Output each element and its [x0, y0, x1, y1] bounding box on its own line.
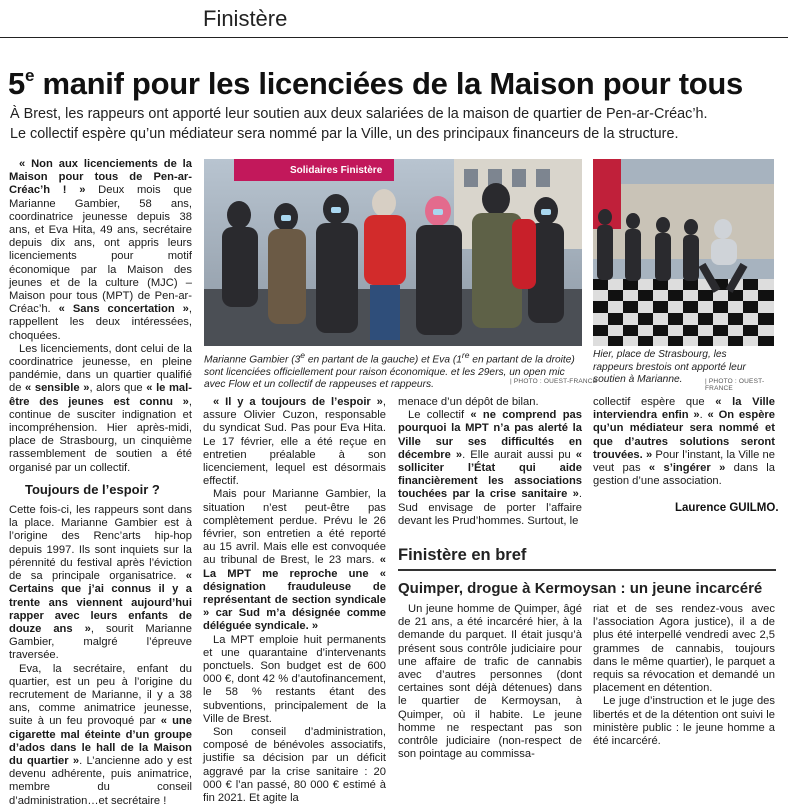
article-column-3	[398, 396, 582, 528]
banner-text: Solidaires Finistère	[290, 165, 383, 176]
side-photo-caption: Hier, place de Strasbourg, les rappeurs brestois ont apporté leur soutien à Marianne.	[593, 349, 746, 385]
text: . L’ancienne ado y est devenu adhérente, puis animatrice, membre du conseil d’administration…et secrétaire !	[9, 754, 192, 807]
paragraph: La MPT emploie huit permanents et une quarantaine d’intervenants ponctuels. Son budget est de 600 000 €, dont 42 % d’autofinancement, le 58 % restants étant des subventions, principalement de la Ville de Brest.	[203, 633, 386, 725]
text: dans la gestion d’une association.	[593, 462, 776, 488]
paragraph: Un jeune homme de Quimper, âgé de 21 ans, a été incarcéré hier, à la demande du parquet. Il était jusqu’à présent sous contrôle judiciaire pour une affaire de trafic de cannabis avec d’autres personnes (dont certaines sont déjà détenues) dans le quartier de Kermoysan, à Quimper, où il habite. Le jeune homme ne respectant pas son contrôle judiciaire (non-respect de son pointage au commissa-	[398, 603, 582, 761]
text: . Elle aurait aussi pu	[462, 448, 576, 461]
brief-headline: Quimper, drogue à Kermoysan : un jeune incarcéré	[398, 580, 763, 597]
text: , alors que	[89, 382, 147, 395]
paragraph	[203, 488, 386, 633]
breakdance-photo	[593, 159, 774, 346]
text: , assure Olivier Cuzon, responsable du syndicat Sud. Pas pour Eva Hita. Le 17 février, elle a été reçue en entretien préalable à son licenciement, lequel est désormais effectif.	[203, 396, 386, 488]
paragraph: Son conseil d’administration, composé de bénévoles associatifs, justifie sa décision par un déficit aggravé par la crise sanitaire : 20 000 € l’an passé, 80 000 € estimé à fin 2021. Et agite la	[203, 726, 386, 805]
caption-text: en partant de la gauche) et Eva (1	[305, 354, 462, 366]
paragraph	[9, 663, 192, 808]
quote: « Il y a toujours de l’espoir »	[213, 396, 383, 408]
paragraph	[398, 409, 582, 528]
caption-text: Marianne Gambier (3	[204, 354, 301, 366]
quote: « la Ville interviendra enfin »	[593, 396, 775, 422]
text: Cette fois-ci, les rappeurs sont dans la place. Marianne Gambier est à l’origine des Renc’arts hip-hop depuis 1997. Ils sont inquiets sur la pérennité du festival après l’éviction de sa principale organisatrice.	[9, 504, 192, 583]
caption-text: en partant de la droite) sont licenciées officiellement pour raison économique. et les 29ers, un open mic avec Flow et un collectif de rappeuses et rappeurs.	[204, 354, 575, 391]
side-photo	[593, 159, 774, 346]
paragraph	[593, 396, 775, 488]
quote: « Non aux licenciements de la Maison pour tous de Pen-ar-Créac’h ! »	[9, 158, 192, 197]
quote: « une cigarette mal éteinte d’un groupe d’ados dans le hall de la Maison du quartier »	[9, 715, 192, 767]
text: Pour l’instant, la Ville ne veut pas	[593, 448, 775, 475]
brief-divider	[398, 569, 776, 571]
quote: « solliciter l’État qui aide financièrement les associations touchées par la crise sanitaire »	[398, 448, 582, 501]
headline-ordinal: e	[24, 65, 35, 85]
standfirst-line-2: Le collectif espère qu’un médiateur sera nommé par la Ville, un des principaux financeurs de la structure.	[10, 126, 679, 142]
main-photo-caption	[204, 349, 582, 392]
brief-section-title: Finistère en bref	[398, 546, 527, 564]
paragraph	[9, 343, 192, 475]
section-title: Finistère	[203, 6, 288, 31]
quote: « On espère qu’un médiateur sera nommé et que d’autres solutions seront trouvées. »	[593, 409, 775, 461]
quote: « La MPT me reproche une « désignation frauduleuse de représentant de section syndicale » car Sud m’a désignée comme déléguée syndicale. »	[203, 554, 386, 633]
text: . Sud envisage de porter l’affaire devant les Prud’hommes. Surtout, le	[398, 488, 582, 527]
headline-text: manif pour les licenciées de la Maison pour tous	[42, 66, 743, 101]
caption-sup: re	[461, 350, 470, 360]
text: , sourit Marianne Gambier, malgré l’épreuve traversée.	[9, 622, 192, 662]
section-header-bar	[0, 0, 788, 38]
text: Les licenciements, dont celui de la coordinatrice jeunesse, en pleine pandémie, dans un quartier qualifié de	[9, 342, 192, 395]
subheading: Toujours de l’espoir ?	[25, 481, 160, 497]
brief-column-2	[593, 603, 775, 748]
article-headline	[8, 66, 783, 102]
quote: « sensible »	[25, 382, 90, 395]
article-column-4	[593, 396, 775, 488]
paragraph: menace d’un dépôt de bilan.	[398, 396, 539, 408]
paragraph	[9, 158, 192, 343]
text: , continue de susciter indignation et incompréhension. Hier après-midi, place de Strasbourg, un cinquième rassemblement de soutien a été organisé par un collectif.	[9, 395, 192, 474]
text: Le collectif	[408, 409, 471, 422]
paragraph	[9, 504, 192, 662]
quote: « le mal-être des jeunes est connu »	[9, 382, 192, 408]
text: collectif espère que	[593, 396, 716, 408]
article-standfirst	[10, 104, 780, 144]
quote: « ne comprend pas pourquoi la MPT n’a pas alerté la Ville sur ses difficultés en décembre »	[398, 409, 582, 461]
quote: « s’ingérer »	[648, 462, 726, 475]
text: Eva, la secrétaire, enfant du quartier, est un peu à l’origine du recrutement de Marianne, il y a 38 ans, comme animatrice jeunesse, suite à un feu provoqué par	[9, 662, 192, 728]
main-photo	[204, 159, 582, 346]
paragraph: riat et de ses rendez-vous avec l’association Agora justice), il a de plus été interpellé vendredi avec 2,5 grammes de cannabis, toujours dans le même quartier), le parquet a requis sa révocation et demandé un placement en détention.	[593, 603, 775, 695]
text: .	[699, 409, 708, 422]
headline-number: 5	[8, 66, 25, 101]
quote: « Certains que j’ai connus il y a trente ans viennent aujourd’hui rapper avec leurs enfants de douze ans »	[9, 570, 192, 635]
author-signature: Laurence GUILMO.	[675, 502, 779, 514]
text: Deux mois que Marianne Gambier, 58 ans, coordinatrice jeunesse depuis 38 ans, et Eva Hita, 49 ans, secrétaire depuis dix ans, ont appris leurs licenciements pour motif économique par la Maison des jeunes et de la culture (MJC) – Maison pour tous (MPT) de Pen-ar-Créac’h.	[9, 184, 192, 316]
main-photo-credit: | PHOTO : OUEST-FRANCE	[510, 378, 598, 385]
text: , rappellent les deux intéressées, choquées.	[9, 303, 192, 342]
protest-crowd-photo	[204, 159, 582, 346]
caption-sup: e	[300, 350, 305, 360]
article-column-2	[203, 396, 386, 805]
text: Mais pour Marianne Gambier, la situation n’est peut-être pas complètement perdue. Prévu le 26 février, son entretien a été reporté au 15 avril. Mais elle est convoquée au tribunal de Brest, le 23 mars.	[203, 488, 386, 567]
brief-column-1	[398, 603, 582, 761]
side-photo-credit: | PHOTO : OUEST-FRANCE	[705, 378, 765, 392]
article-column-1	[9, 158, 192, 808]
standfirst-line-1: À Brest, les rappeurs ont apporté leur soutien aux deux salariées de la maison de quartier de Pen-ar-Créac’h.	[10, 106, 708, 122]
paragraph: Le juge d’instruction et le juge des libertés et de la détention ont suivi le ministère public : le jeune homme a été incarcéré.	[593, 695, 775, 748]
quote: « Sans concertation »	[58, 303, 189, 316]
paragraph	[203, 396, 386, 488]
